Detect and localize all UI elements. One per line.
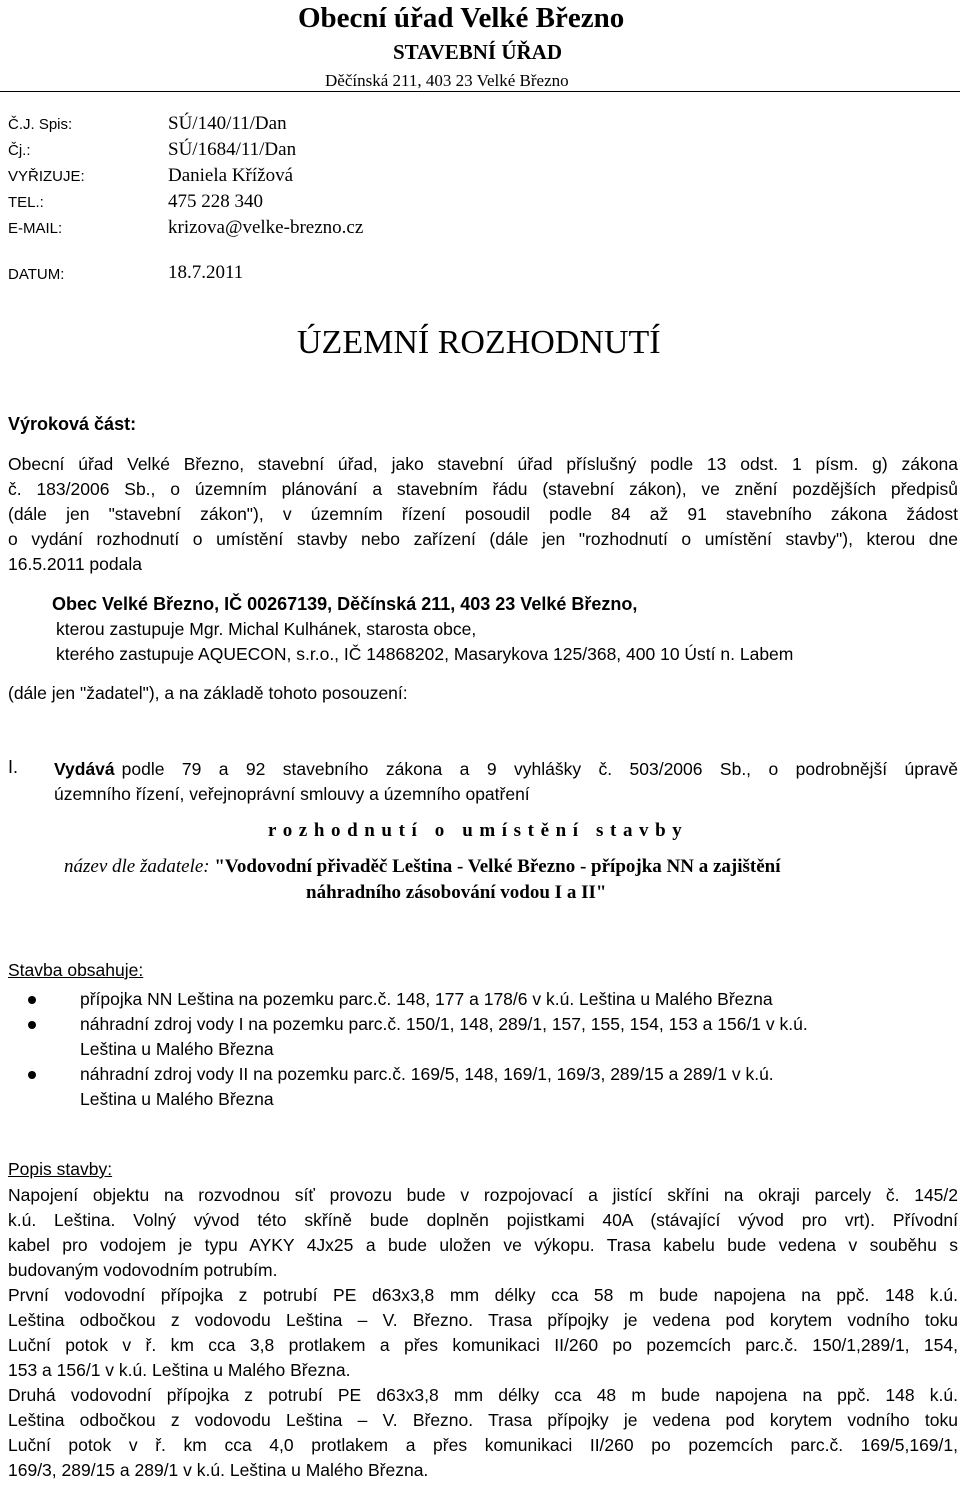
stavba-item-3-cont: Leština u Malého Března: [80, 1089, 274, 1109]
popis-line: Napojení objektu na rozvodnou síť provozu bude v rozpojovací a jistící skříni na okraji parcely č. 145/2: [8, 1185, 958, 1205]
meta-value-datum: 18.7.2011: [168, 262, 244, 283]
popis-line: kabel pro vodojem je typu AYKY 4Jx25 a bude uložen ve výkopu. Trasa kabelu bude vedena v souběhu s: [8, 1235, 958, 1255]
stavba-item-3: náhradní zdroj vody II na pozemku parc.č. 169/5, 148, 169/1, 169/3, 289/15 a 289/1 v k.ú.: [80, 1064, 774, 1084]
popis-line: 169/3, 289/15 a 289/1 v k.ú. Leština u Malého Března.: [8, 1460, 429, 1480]
applicant-after: (dále jen "žadatel"), a na základě tohoto posouzení:: [8, 683, 408, 703]
meta-label-vyrizuje: VYŘIZUJE:: [8, 168, 85, 185]
vyrok-line: 16.5.2011 podala: [8, 554, 142, 574]
vyrok-line: Obecní úřad Velké Březno, stavební úřad, jako stavební úřad příslušný podle 13 odst. 1 písm. g) zákona: [8, 454, 958, 474]
popis-line: Druhá vodovodní přípojka z potrubí PE d63x3,8 mm délky cca 48 m bude napojena na ppč. 148 k.ú.: [8, 1385, 958, 1405]
popis-line: Luční potok v ř. km cca 4,0 protlakem a přes komunikaci II/260 po pozemcích parc.č. 169/5,169/1,: [8, 1435, 958, 1455]
meta-value-cj-spis: SÚ/140/11/Dan: [168, 113, 287, 134]
office-address: Děčínská 211, 403 23 Velké Březno: [325, 71, 569, 90]
decision-line-1-rest: podle 79 a 92 stavebního zákona a 9 vyhlášky č. 503/2006 Sb., o podrobnější úpravě: [121, 759, 958, 779]
applicant-name: Obec Velké Březno, IČ 00267139, Děčínská 211, 403 23 Velké Březno,: [52, 594, 638, 614]
meta-value-vyrizuje: Daniela Křížová: [168, 165, 294, 186]
popis-line: Leština odbočkou z vodovodu Leština – V. Březno. Trasa přípojky je vedena pod korytem vodního toku: [8, 1310, 958, 1330]
department-name: STAVEBNÍ ÚŘAD: [393, 40, 563, 64]
project-name-prefix: název dle žadatele:: [64, 856, 210, 877]
meta-label-datum: DATUM:: [8, 266, 65, 283]
meta-value-cj: SÚ/1684/11/Dan: [168, 139, 297, 160]
stavba-heading: Stavba obsahuje:: [8, 960, 144, 980]
stavba-item-2: náhradní zdroj vody I na pozemku parc.č. 150/1, 148, 289/1, 157, 155, 154, 153 a 156/1 v k.ú.: [80, 1014, 808, 1034]
popis-line: 153 a 156/1 v k.ú. Leština u Malého Března.: [8, 1360, 351, 1380]
vyrok-line: (dále jen "stavební zákon"), v územním řízení posoudil podle 84 až 91 stavebního zákona žádost: [8, 504, 958, 524]
office-name: Obecní úřad Velké Březno: [298, 2, 625, 34]
decision-numeral: I.: [8, 757, 19, 777]
decision-spaced-title: rozhodnutí o umístění stavby: [268, 820, 689, 841]
bullet-icon: [28, 996, 36, 1004]
popis-line: Luční potok v ř. km cca 3,8 protlakem a přes komunikaci II/260 po pozemcích parc.č. 150/1,289/1, 154,: [8, 1335, 958, 1355]
stavba-list: [28, 987, 958, 1127]
meta-label-cj: Čj.:: [8, 142, 31, 159]
applicant-agent: kterého zastupuje AQUECON, s.r.o., IČ 14868202, Masarykova 125/368, 400 10 Ústí n. Labem: [56, 644, 794, 664]
bullet-icon: [28, 1021, 36, 1029]
vyrok-heading: Výroková část:: [8, 414, 137, 434]
meta-value-email[interactable]: krizova@velke-brezno.cz: [168, 217, 364, 238]
popis-line: Leština odbočkou z vodovodu Leština – V. Březno. Trasa přípojky je vedena pod korytem vodního toku: [8, 1410, 958, 1430]
popis-line: První vodovodní přípojka z potrubí PE d63x3,8 mm délky cca 58 m bude napojena na ppč. 148 k.ú.: [8, 1285, 958, 1305]
decision-bold-word: Vydává: [54, 759, 115, 779]
project-name-line-1: [64, 856, 781, 878]
meta-label-cj-spis: Č.J. Spis:: [8, 116, 73, 133]
vyrok-line: o vydání rozhodnutí o umístění stavby nebo zařízení (dále jen "rozhodnutí o umístění stavby"), kterou dne: [8, 529, 958, 549]
decision-line-1: [54, 757, 958, 782]
popis-paragraph: [8, 1183, 958, 1483]
vyrok-line: č. 183/2006 Sb., o územním plánování a stavebním řádu (stavební zákon), ve znění pozdějších předpisů: [8, 479, 958, 499]
meta-value-tel: 475 228 340: [168, 191, 263, 212]
popis-heading: Popis stavby:: [8, 1159, 113, 1179]
meta-label-tel: TEL.:: [8, 194, 44, 211]
document-title: ÚZEMNÍ ROZHODNUTÍ: [297, 324, 661, 361]
decision-line-2: územního řízení, veřejnoprávní smlouvy a územního opatření: [54, 784, 530, 804]
meta-label-email: E-MAIL:: [8, 220, 63, 237]
project-name-first: "Vodovodní přivaděč Leština - Velké Březno - přípojka NN a zajištění: [214, 856, 781, 877]
stavba-item-2-cont: Leština u Malého Března: [80, 1039, 274, 1059]
applicant-representative: kterou zastupuje Mgr. Michal Kulhánek, starosta obce,: [56, 619, 477, 639]
decision-paragraph: [54, 757, 958, 807]
bullet-icon: [28, 1071, 36, 1079]
popis-line: budovaným vodovodním potrubím.: [8, 1260, 278, 1280]
project-name-second: náhradního zásobování vodou I a II": [306, 882, 607, 903]
popis-line: k.ú. Leština. Volný vývod této skříně bude doplněn pojistkami 40A (stávající vývod pro vrt). Přívodní: [8, 1210, 958, 1230]
stavba-item-1: přípojka NN Leština na pozemku parc.č. 148, 177 a 178/6 v k.ú. Leština u Malého Března: [80, 989, 773, 1009]
header-divider: [0, 91, 960, 92]
vyrok-paragraph: [8, 452, 958, 577]
